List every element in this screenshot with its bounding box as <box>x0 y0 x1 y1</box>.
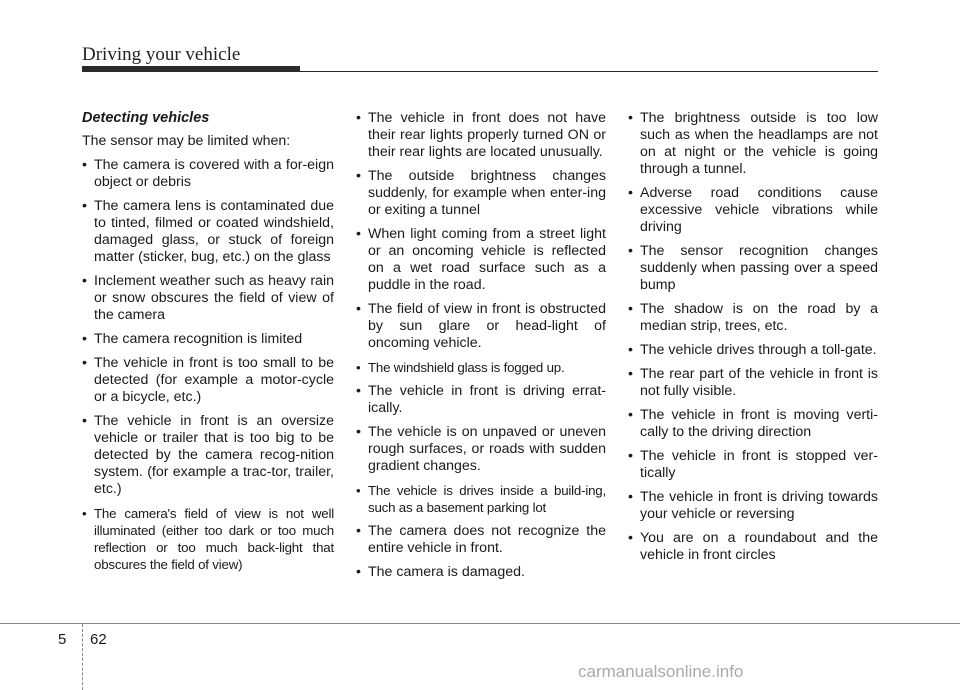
list-item: • The vehicle drives through a toll-gate. <box>628 342 878 359</box>
list-item: • The outside brightness changes suddenly, for example when enter-ing or exiting a tunnel <box>356 168 606 219</box>
list-item: • The vehicle is on unpaved or uneven rough surfaces, or roads with sudden gradient changes. <box>356 424 606 475</box>
list-item: • The vehicle is drives inside a build-ing, such as a basement parking lot <box>356 482 606 516</box>
list-item: • The brightness outside is too low such as when the headlamps are not on at night or the vehicle is going through a tunnel. <box>628 110 878 178</box>
watermark-text: carmanualsonline.info <box>578 662 744 681</box>
list-item: • The rear part of the vehicle in front is not fully visible. <box>628 366 878 400</box>
header-bar <box>82 66 300 72</box>
section-title: Detecting vehicles <box>82 110 210 126</box>
list-item: • The camera is damaged. <box>356 564 606 581</box>
list-item: • The vehicle in front is moving verti-cally to the driving direction <box>628 407 878 441</box>
list-item: • When light coming from a street light or an oncoming vehicle is reflected on a wet road surface such as a puddle in the road. <box>356 226 606 294</box>
list-item: • The field of view in front is obstructed by sun glare or head-light of oncoming vehicle. <box>356 301 606 352</box>
list-item: • You are on a roundabout and the vehicle in front circles <box>628 530 878 564</box>
list-item: • The windshield glass is fogged up. <box>356 359 606 376</box>
page-number: 62 <box>90 631 107 648</box>
list-item: • Inclement weather such as heavy rain or snow obscures the field of view of the camera <box>82 273 334 324</box>
list-item: • The vehicle in front is driving errat-ically. <box>356 383 606 417</box>
list-item: • The camera recognition is limited <box>82 331 334 348</box>
header-rule <box>300 71 878 72</box>
list-item: • The camera does not recognize the entire vehicle in front. <box>356 523 606 557</box>
footer-divider <box>82 624 83 690</box>
bullet-list-1 <box>82 157 334 573</box>
bullet-list-2 <box>356 110 606 581</box>
page-header-title: Driving your vehicle <box>82 44 241 65</box>
list-item: • The sensor recognition changes suddenly when passing over a speed bump <box>628 243 878 294</box>
list-item: • The vehicle in front is too small to be detected (for example a motor-cycle or a bicycle, etc.) <box>82 355 334 406</box>
column-3 <box>628 110 878 571</box>
list-item: • The shadow is on the road by a median strip, trees, etc. <box>628 301 878 335</box>
column-1 <box>82 110 334 580</box>
list-item: • The vehicle in front is stopped ver-tically <box>628 448 878 482</box>
list-item: • Adverse road conditions cause excessive vehicle vibrations while driving <box>628 185 878 236</box>
list-item: • The camera's field of view is not well illuminated (either too dark or too much reflection or too much back-light that obscures the field of view) <box>82 505 334 573</box>
footer-rule <box>0 623 960 624</box>
intro-text: The sensor may be limited when: <box>82 133 291 149</box>
bullet-list-3 <box>628 110 878 564</box>
column-2 <box>356 110 606 588</box>
list-item: • The vehicle in front does not have their rear lights properly turned ON or their rear lights are located unusually. <box>356 110 606 161</box>
list-item: • The camera is covered with a for-eign object or debris <box>82 157 334 191</box>
list-item: • The vehicle in front is driving towards your vehicle or reversing <box>628 489 878 523</box>
chapter-number: 5 <box>58 631 67 648</box>
list-item: • The vehicle in front is an oversize vehicle or trailer that is too big to be detected by the camera recog-nition system. (for example a trac-tor, trailer, etc.) <box>82 413 334 498</box>
list-item: • The camera lens is contaminated due to tinted, filmed or coated windshield, damaged glass, or stuck of foreign matter (sticker, bug, etc.) on the glass <box>82 198 334 266</box>
